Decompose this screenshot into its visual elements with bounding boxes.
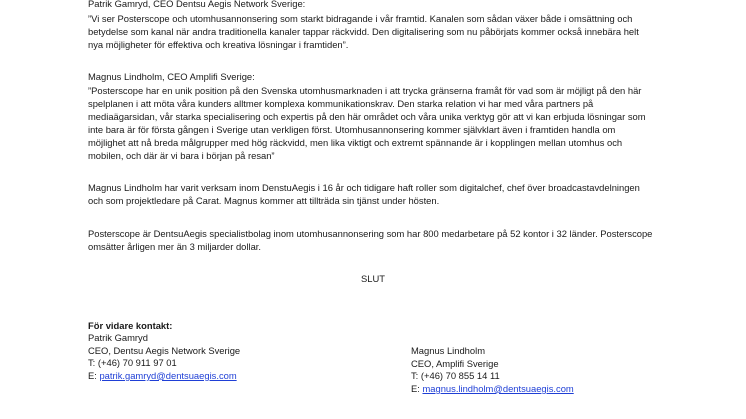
- quote2-line: spelplanen i att möta våra kunders alltmer komplexa kommunikationskrav. Den starka relation vi har med våra partners på: [88, 98, 594, 109]
- quote1-line: ”Vi ser Posterscope och utomhusannonsering som starkt bidragande i vår framtid. Kanalen som sådan växer både i omsättning och: [88, 13, 633, 24]
- contact-name: Patrik Gamryd: [88, 332, 148, 343]
- email-link[interactable]: patrik.gamryd@dentsuaegis.com: [99, 369, 237, 381]
- quote2-line: inte bara är för första gången i Sverige utan verkligen först. Utomhusannonsering kommer självklart även i framtiden handla om: [88, 124, 616, 135]
- quote1-line: betydelse som kanal när andra traditionella kanaler tappar räckvidd. Den digitalisering som nu påbörjats kommer också innebära helt: [88, 26, 639, 37]
- quote2-line: möjlighet att nå breda målgrupper med hög räckvidd, men lika viktigt och extremt spännande är i kopplingen mellan utomhus och: [88, 137, 623, 148]
- email-link[interactable]: magnus.lindholm@dentsuaegis.com: [422, 382, 574, 394]
- contact-card-right: [411, 345, 574, 395]
- quote1-speaker: Patrik Gamryd, CEO Dentsu Aegis Network Sverige:: [88, 0, 306, 9]
- about-line: Posterscope är DentsuAegis specialistbolag inom utomhusannonsering som har 800 medarbetare på 52 kontor i 32 länder. Posterscope: [88, 228, 653, 239]
- about-line: omsätter årligen mer än 3 miljarder dollar.: [88, 241, 261, 252]
- quote2-line: mobilen, och där är vi bara i början på resan”: [88, 150, 275, 161]
- contact-title: CEO, Amplifi Sverige: [411, 357, 499, 369]
- contact-email-row: [88, 370, 240, 383]
- contact-card-left: [88, 332, 240, 382]
- contact-heading: För vidare kontakt:: [88, 320, 173, 331]
- email-prefix: E:: [411, 382, 423, 394]
- quote2-speaker: Magnus Lindholm, CEO Amplifi Sverige:: [88, 71, 255, 82]
- bio-line: Magnus Lindholm har varit verksam inom DenstuAegis i 16 år och tidigare haft roller som digitalchef, chef över broadcastavdelningen: [88, 182, 640, 193]
- contact-name: Magnus Lindholm: [411, 345, 486, 356]
- contact-email-row: [411, 383, 574, 396]
- contact-phone: T: (+46) 70 911 97 01: [88, 357, 177, 369]
- end-marker: SLUT: [361, 273, 385, 284]
- contact-phone: T: (+46) 70 855 14 11: [411, 370, 500, 382]
- quote2-line: ”Posterscope har en unik position på den Svenska utomhusmarknaden i att trycka gränserna framåt för vad som är möjligt på den här: [88, 85, 642, 96]
- contact-title: CEO, Dentsu Aegis Network Sverige: [88, 344, 241, 356]
- quote2-line: mediaägarsidan, vår starka specialisering och expertis på den här området och våra unika verktyg gör att vi kan erbjuda lösningar som: [88, 111, 646, 122]
- bio-line: och som projektledare på Carat. Magnus kommer att tillträda sin tjänst under hösten.: [88, 195, 440, 206]
- quote1-line: nya möjligheter för effektiva och kreativa lösningar i framtiden”.: [88, 39, 349, 50]
- email-prefix: E:: [88, 369, 100, 381]
